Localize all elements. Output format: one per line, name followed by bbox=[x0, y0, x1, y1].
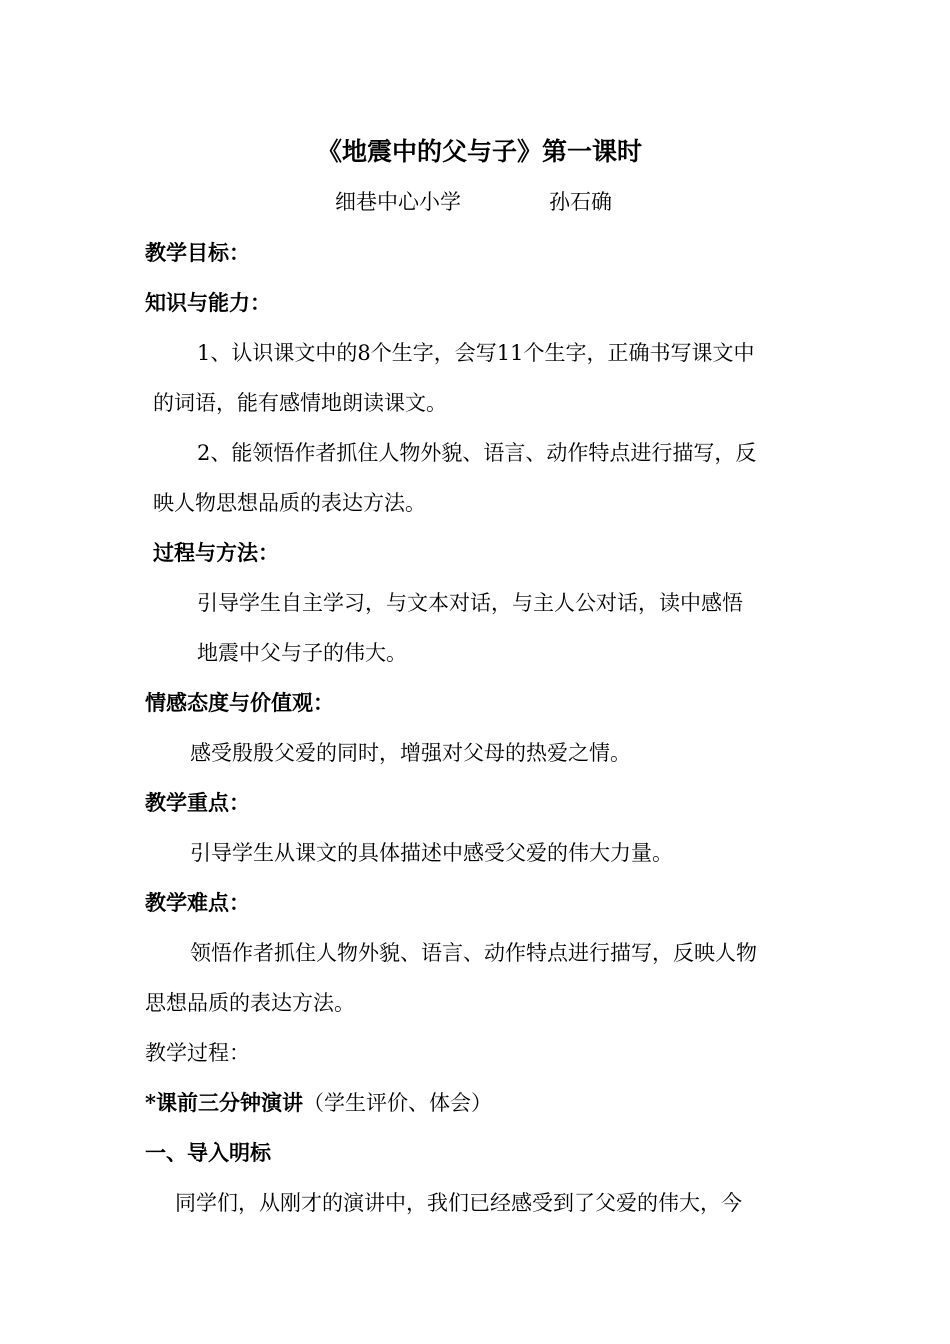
knowledge-item2-line1: 2、能领悟作者抓住人物外貌、语言、动作特点进行描写，反 bbox=[197, 441, 757, 465]
key-point-line1: 引导学生从课文的具体描述中感受父爱的伟大力量。 bbox=[190, 841, 673, 865]
knowledge-item2-line2: 映人物思想品质的表达方法。 bbox=[153, 491, 426, 515]
knowledge-heading: 知识与能力： bbox=[145, 290, 271, 315]
process-method-line1: 引导学生自主学习，与文本对话，与主人公对话，读中感悟 bbox=[197, 591, 743, 615]
key-point-heading: 教学重点： bbox=[145, 790, 250, 815]
knowledge-item1-line2: 的词语，能有感情地朗读课文。 bbox=[153, 391, 447, 415]
difficulty-line2: 思想品质的表达方法。 bbox=[145, 991, 355, 1015]
speech-bold: *课前三分钟演讲 bbox=[145, 1090, 303, 1115]
knowledge-item1-line1: 1、认识课文中的8个生字，会写11个生字，正确书写课文中 bbox=[197, 341, 755, 365]
section1-heading: 一、导入明标 bbox=[145, 1140, 271, 1165]
author-name: 孙石确 bbox=[549, 190, 612, 214]
speech-note: （学生评价、体会） bbox=[302, 1091, 492, 1115]
author-school: 细巷中心小学 bbox=[335, 190, 461, 214]
section1-line1: 同学们，从刚才的演讲中，我们已经感受到了父爱的伟大，今 bbox=[175, 1191, 742, 1215]
difficulty-line1: 领悟作者抓住人物外貌、语言、动作特点进行描写，反映人物 bbox=[190, 941, 757, 965]
emotion-line1: 感受殷殷父爱的同时，增强对父母的热爱之情。 bbox=[190, 741, 631, 765]
speech-line bbox=[145, 1089, 492, 1117]
process-method-line2: 地震中父与子的伟大。 bbox=[197, 641, 407, 665]
process-method-heading: 过程与方法： bbox=[153, 540, 279, 565]
emotion-heading: 情感态度与价值观： bbox=[145, 690, 334, 715]
document-title: 《地震中的父与子》第一课时 bbox=[317, 137, 643, 166]
difficulty-heading: 教学难点： bbox=[145, 890, 250, 915]
process-heading: 教学过程： bbox=[145, 1041, 250, 1065]
objectives-heading: 教学目标： bbox=[145, 240, 250, 265]
